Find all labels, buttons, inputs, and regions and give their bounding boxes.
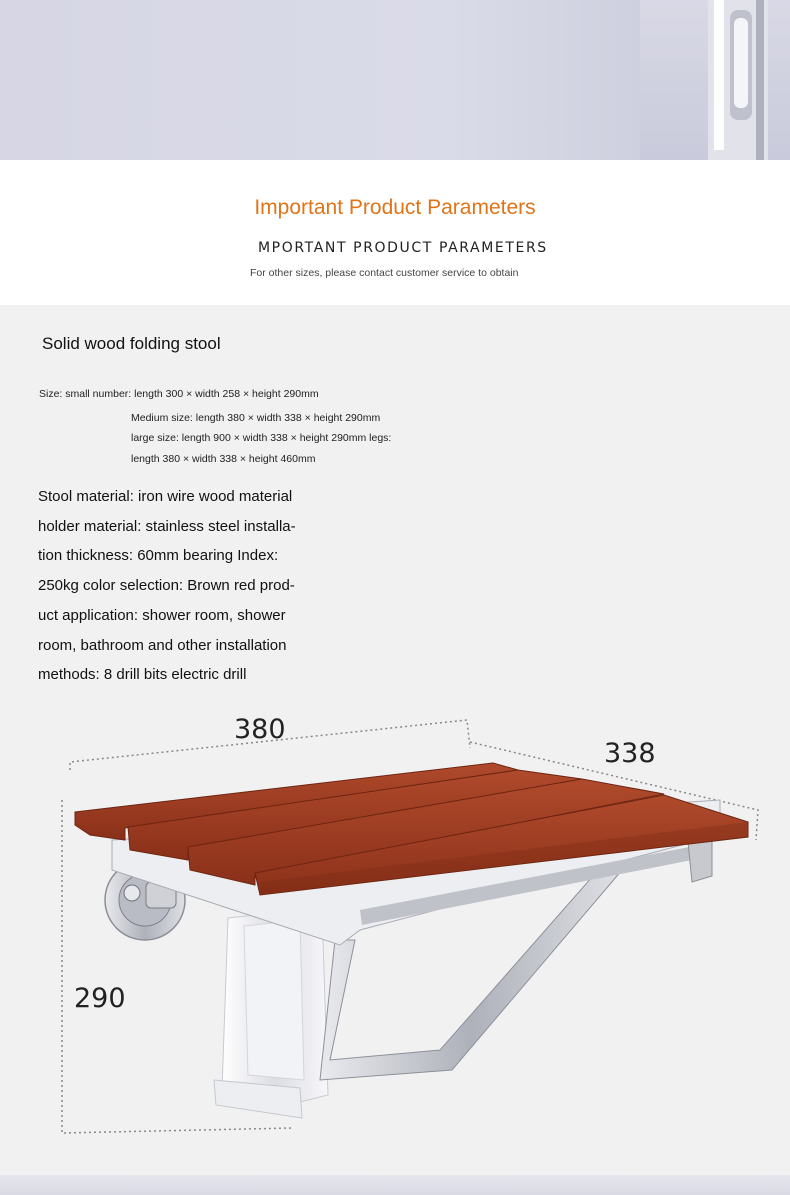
top-product-photo bbox=[0, 0, 790, 160]
size-line-medium: Medium size: length 380 × width 338 × height 290mm bbox=[131, 412, 381, 424]
chrome-bracket-image bbox=[700, 0, 780, 160]
material-line: tion thickness: 60mm bearing Index: bbox=[38, 547, 279, 565]
material-description bbox=[38, 482, 328, 690]
product-name: Solid wood folding stool bbox=[42, 334, 221, 353]
size-line-large: large size: length 900 × width 338 × height 290mm legs: bbox=[131, 432, 392, 444]
material-line: holder material: stainless steel installa- bbox=[38, 517, 296, 535]
material-line: room, bathroom and other installation bbox=[38, 636, 287, 654]
spec-panel bbox=[0, 305, 790, 1175]
section-title: Important Product Parameters bbox=[254, 196, 536, 219]
length-dimension-label: 380 bbox=[234, 714, 286, 745]
size-line-legs: length 380 × width 338 × height 460mm bbox=[131, 453, 316, 465]
bottom-photo-strip bbox=[0, 1175, 790, 1195]
size-line-small: Size: small number: length 300 × width 258 × height 290mm bbox=[39, 388, 319, 400]
material-line: Stool material: iron wire wood material bbox=[38, 488, 293, 505]
section-subtitle: MPORTANT PRODUCT PARAMETERS bbox=[258, 240, 548, 256]
stool-diagram bbox=[0, 700, 790, 1175]
height-dimension-label: 290 bbox=[74, 983, 126, 1014]
stool-illustration bbox=[0, 700, 790, 1175]
width-dimension-label: 338 bbox=[604, 738, 656, 769]
material-line: 250kg color selection: Brown red prod- bbox=[38, 577, 295, 595]
contact-note: For other sizes, please contact customer service to obtain bbox=[250, 267, 519, 279]
parameters-header bbox=[0, 160, 790, 305]
wall-background bbox=[0, 0, 640, 160]
material-line: uct application: shower room, shower bbox=[38, 606, 286, 624]
material-line: methods: 8 drill bits electric drill bbox=[38, 666, 247, 684]
